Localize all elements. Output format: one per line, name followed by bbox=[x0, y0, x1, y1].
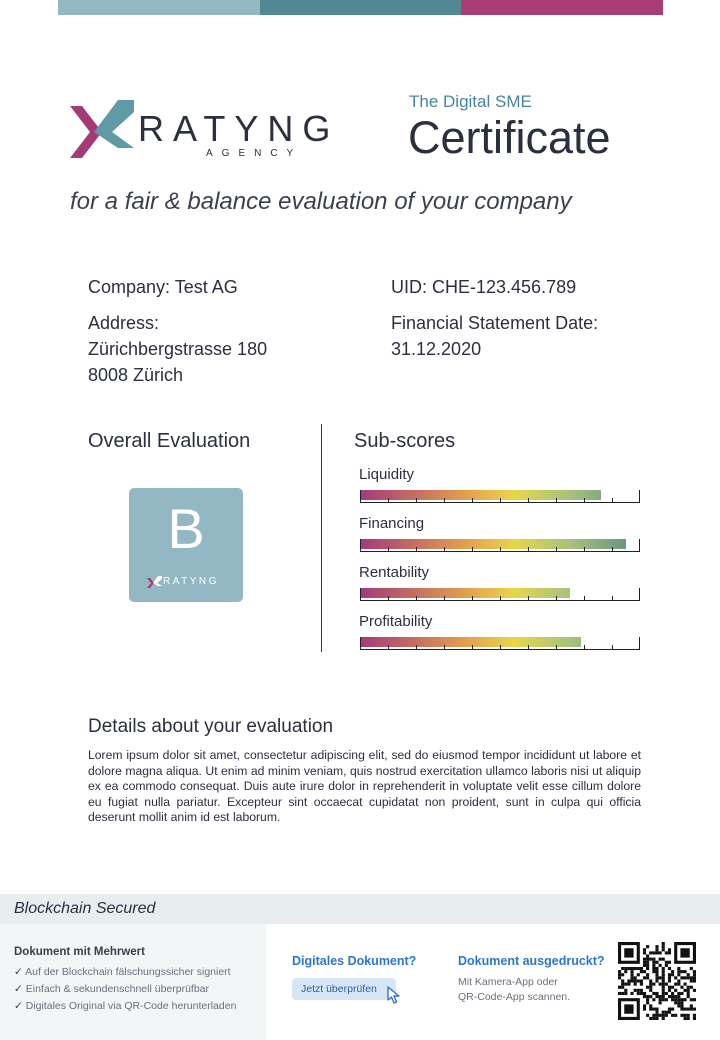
subscore-tick bbox=[444, 498, 445, 503]
subscore-tick bbox=[556, 596, 557, 601]
subscore-bar bbox=[360, 539, 640, 552]
subscore-tick bbox=[500, 645, 501, 650]
printed-instructions-line-1: Mit Kamera-App oder bbox=[458, 976, 558, 988]
subscore-tick bbox=[584, 498, 585, 503]
subscore-fill bbox=[360, 637, 581, 647]
subscore-tick bbox=[639, 539, 640, 552]
subscore-tick bbox=[416, 645, 417, 650]
address-label: Address: bbox=[88, 313, 160, 333]
feature-panel bbox=[0, 924, 266, 1040]
logo-subtitle: AGENCY bbox=[206, 148, 303, 159]
printed-document-title: Dokument ausgedruckt? bbox=[458, 954, 605, 968]
subscore-tick bbox=[388, 596, 389, 601]
subscore-tick bbox=[360, 588, 361, 601]
subscore-bar bbox=[360, 588, 640, 601]
company-uid: UID: CHE-123.456.789 bbox=[391, 277, 577, 297]
subscore-bar bbox=[360, 490, 640, 503]
top-color-bar bbox=[58, 0, 663, 15]
badge-logo-word: RATYNG bbox=[163, 576, 219, 587]
details-text: Lorem ipsum dolor sit amet, consectetur adipiscing elit, sed do eiusmod tempor incididunt ut labore et dolore magna aliqua. Ut enim ad minim veniam, quis nostrud exercitation ullamco laboris nisi ut aliquip ex ea commodo consequat. Duis aute irure dolor in reprehenderit in voluptate velit esse cillum dolore eu fugiat nulla pariatur. Excepteur sint occaecat cupidatat non proident, sunt in culpa qui officia deserunt mollit anim id est laborum. bbox=[88, 748, 641, 825]
ratyng-logo bbox=[68, 98, 368, 166]
subscore-tick bbox=[472, 596, 473, 601]
company-name: Company: Test AG bbox=[88, 277, 238, 297]
subscore-tick bbox=[444, 547, 445, 552]
subscore-fill bbox=[360, 539, 626, 549]
subscore-tick bbox=[500, 547, 501, 552]
subscore-tick bbox=[416, 498, 417, 503]
subscore-fill bbox=[360, 490, 601, 500]
subscore-tick bbox=[388, 645, 389, 650]
subscore-tick bbox=[612, 498, 613, 503]
subscore-bar bbox=[360, 637, 640, 650]
subscore-tick bbox=[584, 645, 585, 650]
check-icon: ✓ bbox=[14, 1000, 23, 1012]
subscore-fill bbox=[360, 588, 570, 598]
subscore-tick bbox=[639, 637, 640, 650]
subscore-tick bbox=[639, 588, 640, 601]
grade-letter: B bbox=[167, 497, 205, 560]
top-bar-segment-teal bbox=[260, 0, 462, 15]
subscore-tick bbox=[528, 596, 529, 601]
cursor-pointer-icon bbox=[387, 986, 403, 1004]
subscore-tick bbox=[556, 645, 557, 650]
feature-title: Dokument mit Mehrwert bbox=[14, 946, 145, 958]
logo-wordmark: RATYNG bbox=[138, 108, 340, 149]
logo-chevron-icon bbox=[68, 98, 136, 166]
subscore-tick bbox=[360, 490, 361, 503]
tagline: for a fair & balance evaluation of your company bbox=[70, 188, 572, 215]
subscore-tick bbox=[556, 498, 557, 503]
feature-item bbox=[14, 983, 209, 995]
feature-item bbox=[14, 1000, 236, 1012]
subscore-label: Financing bbox=[359, 515, 425, 532]
subscore-tick bbox=[528, 498, 529, 503]
subscore-tick bbox=[416, 596, 417, 601]
qr-code-icon[interactable] bbox=[618, 942, 696, 1020]
subscore-label: Liquidity bbox=[359, 466, 415, 483]
subscore-tick bbox=[360, 637, 361, 650]
badge-logo-chevron-icon bbox=[147, 576, 163, 590]
overall-evaluation-title: Overall Evaluation bbox=[88, 430, 251, 452]
top-bar-segment-light-teal bbox=[58, 0, 260, 15]
subscore-tick bbox=[472, 498, 473, 503]
grade-badge bbox=[129, 488, 243, 602]
subscore-tick bbox=[388, 547, 389, 552]
subscore-tick bbox=[528, 547, 529, 552]
subscore-tick bbox=[472, 645, 473, 650]
certificate-title: Certificate bbox=[408, 112, 611, 163]
verify-button[interactable]: Jetzt überprüfen bbox=[292, 978, 396, 1000]
digital-document-title: Digitales Dokument? bbox=[292, 954, 417, 968]
badge-logo bbox=[147, 576, 227, 590]
subscore-tick bbox=[444, 645, 445, 650]
subscore-tick bbox=[444, 596, 445, 601]
subscore-label: Rentability bbox=[359, 564, 430, 581]
printed-instructions-line-2: QR-Code-App scannen. bbox=[458, 991, 571, 1003]
subscore-tick bbox=[612, 596, 613, 601]
blockchain-secured-label: Blockchain Secured bbox=[14, 900, 156, 917]
subscores-title: Sub-scores bbox=[354, 430, 456, 452]
subscore-label: Profitability bbox=[359, 613, 433, 630]
subscore-tick bbox=[612, 547, 613, 552]
subscore-tick bbox=[500, 596, 501, 601]
address-line-2: 8008 Zürich bbox=[88, 365, 184, 385]
subscore-tick bbox=[639, 490, 640, 503]
check-icon: ✓ bbox=[14, 983, 23, 995]
financial-statement-date: 31.12.2020 bbox=[391, 339, 482, 359]
feature-item-text: Digitales Original via QR-Code herunterladen bbox=[25, 1000, 237, 1012]
subscore-tick bbox=[556, 547, 557, 552]
subscore-tick bbox=[472, 547, 473, 552]
subscore-tick bbox=[584, 547, 585, 552]
subscore-tick bbox=[416, 547, 417, 552]
feature-item-text: Auf der Blockchain fälschungssicher signiert bbox=[25, 966, 231, 978]
top-bar-segment-magenta bbox=[461, 0, 663, 15]
subscore-tick bbox=[612, 645, 613, 650]
subscore-tick bbox=[388, 498, 389, 503]
subscore-tick bbox=[360, 539, 361, 552]
address-line-1: Zürichbergstrasse 180 bbox=[88, 339, 268, 359]
subscore-tick bbox=[500, 498, 501, 503]
feature-item bbox=[14, 966, 231, 978]
details-title: Details about your evaluation bbox=[88, 716, 334, 737]
check-icon: ✓ bbox=[14, 966, 23, 978]
subscore-tick bbox=[528, 645, 529, 650]
financial-statement-date-label: Financial Statement Date: bbox=[391, 313, 599, 333]
section-divider bbox=[321, 424, 322, 652]
subscore-tick bbox=[584, 596, 585, 601]
feature-item-text: Einfach & sekundenschnell überprüfbar bbox=[25, 983, 210, 995]
certificate-subtitle: The Digital SME bbox=[409, 92, 532, 111]
